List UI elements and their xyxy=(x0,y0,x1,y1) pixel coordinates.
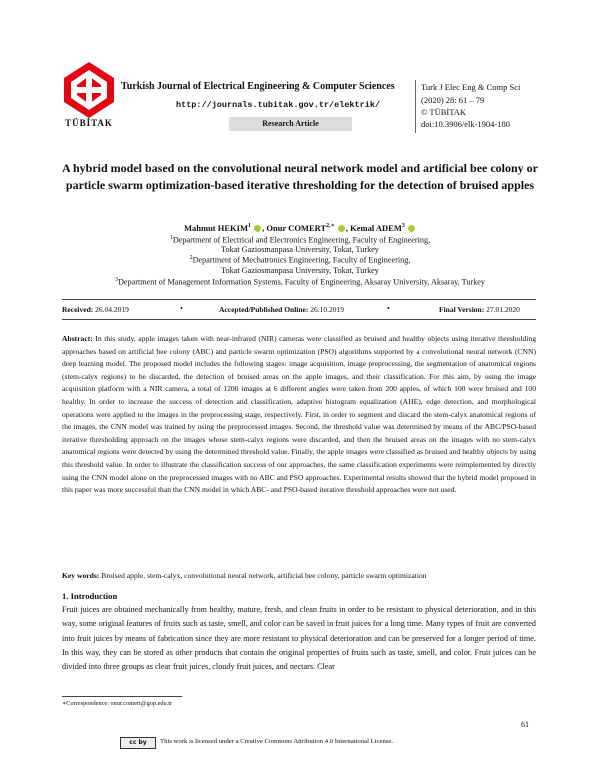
author-name: Kemal ADEM xyxy=(350,222,402,233)
affiliation-1: $^1$Department of Electrical and Electronics Engineering, Faculty of Engineering, xyxy=(169,235,431,245)
correspondence-footnote: ∗Correspondence: onur.comert@gop.edu.tr xyxy=(62,700,173,707)
affiliation-2: $^2$Department of Mechatronics Engineering, Faculty of Engineering, xyxy=(189,255,411,265)
meta-doi-link[interactable]: doi:10.3906/elk-1904-180 xyxy=(421,119,511,129)
cc-license-icon[interactable]: cc by xyxy=(120,737,156,749)
dates-rule-top xyxy=(62,299,536,300)
final-version-date: Final Version: 27.01.2020 xyxy=(439,305,520,314)
header-divider xyxy=(415,80,416,133)
received-date: Received: 26.04.2019 xyxy=(62,305,129,314)
section-heading: 1. Introduction xyxy=(62,591,118,601)
accepted-date: Accepted/Published Online: 26.10.2019 xyxy=(219,305,345,314)
date-separator: • xyxy=(387,304,390,313)
meta-volume: (2020) 28: 61 – 79 xyxy=(421,95,485,105)
author-list: Mahmut HEKIM$^1$ , Onur $COMERT^{2,∗}$ , Kemal ADEM$^3$ xyxy=(60,222,540,233)
keywords-text: Bruised apple, stem-calyx, convolutional neural network, artificial bee colony, particle swarm optimization xyxy=(101,571,427,580)
date-separator: • xyxy=(180,304,183,313)
author-sup: 3 xyxy=(401,223,405,229)
author-sup: 1 xyxy=(248,223,251,229)
author-name: Mahmut HEKIM xyxy=(184,222,248,233)
keywords xyxy=(62,571,536,580)
abstract-text: In this study, apple images taken with near-infrared (NIR) cameras were classified as bruised and healthy objects using iterative thresholding approaches based on artificial bee colony (ABC) and particle swarm optimization (PSO) algorithms supported by a convolutional neural network (CNN) deep learning model. The proposed model includes the following stages: image acquisition, image preprocessing, the segmentation of anatomical regions (stem-calyx regions) to be discarded, the detection of bruised areas on the apple images, and their classification. For this aim, by using the image acquisition platform with a NIR camera, a total of 1200 images at 6 different angles were taken from 200 apples, of which 100 were bruised and 100 healthy. In order to increase the success of detection and classification, adaptive histogram equalization (AHE), edge detection, and morphological operations were applied to the images in the preprocessing stage, respectively. First, in order to segment and discard the stem-calyx anatomical regions of the images, the CNN model was trained by using the preprocessed images. Second, the threshold value was determined by means of the ABC/PSO-based iterative thresholding approach on the images whose stem-calyx regions were discarded, and then the bruised areas on the images with no stem-calyx anatomical regions were detected by using the determined threshold value. Finally, the apple images were classified as bruised and healthy objects by using this threshold value. In order to illustrate the classification success of our approaches, the same classification experiments were reimplemented by directly using the CNN model alone on the preprocessed images with no ABC and PSO approaches. Experimental results showed that the hybrid model proposed in this paper was more successful than the CNN model in which ABC- and PSO-based iterative threshold approaches were not used. xyxy=(62,334,536,495)
author-name: Onur COMERT xyxy=(266,222,327,233)
affiliation-3: $^3$Department of Management Information Systems, Faculty of Engineering, Aksaray University, Aksaray, Turkey xyxy=(114,277,486,287)
page-number: 61 xyxy=(521,720,529,729)
affiliation-1-line2: Tokat Gaziosmanpasa University, Tokat, Turkey xyxy=(221,245,379,254)
meta-citation: Turk J Elec Eng & Comp Sci xyxy=(421,82,521,92)
author-sup: 2,∗ xyxy=(326,223,335,229)
journal-url-link[interactable]: http://journals.tubitak.gov.tr/elektrik/ xyxy=(176,100,381,110)
tubitak-logo-icon xyxy=(62,60,116,120)
orcid-icon[interactable] xyxy=(254,225,261,232)
article-type-badge: Research Article xyxy=(229,117,352,131)
dates-rule-bottom xyxy=(62,319,536,320)
logo-text: TÜBİTAK xyxy=(65,118,113,128)
affiliation-2-line2: Tokat Gaziosmanpasa University, Tokat, Turkey xyxy=(221,266,379,275)
keywords-label: Key words: xyxy=(62,571,100,580)
license-text: This work is licensed under a Creative Commons Attribution 4.0 International License. xyxy=(160,738,394,745)
paper-title: A hybrid model based on the convolutional neural network model and artificial bee colony or particle swarm optimization-based iterative thresholding for the detection of bruised apples xyxy=(61,161,538,192)
abstract-label: Abstract: xyxy=(62,334,93,343)
orcid-icon[interactable] xyxy=(408,225,415,232)
section-body: Fruit juices are obtained mechanically from healthy, mature, fresh, and clean fruits in order to be resistant to physical deterioration, and in this way, some original features of fruits such as taste, smell, and color can be saved in fruit juices for a long time. Many types of fruit are converted into fruit juices by means of fabrication since they are more resistant to physical deterioration and can be preserved for a longer period of time. In this way, they can be stored as other products that contain the original properties of fruits such as taste, smell, and color. Fruit juices can be divided into three groups as clear fruit juices, cloudy fruit juices, and nectars. Clear xyxy=(62,605,536,672)
meta-copyright: © TÜBİTAK xyxy=(421,107,467,117)
journal-name: Turkish Journal of Electrical Engineering & Computer Sciences xyxy=(121,81,395,92)
orcid-icon[interactable] xyxy=(338,225,345,232)
footnote-rule xyxy=(62,696,182,697)
abstract xyxy=(62,333,536,497)
